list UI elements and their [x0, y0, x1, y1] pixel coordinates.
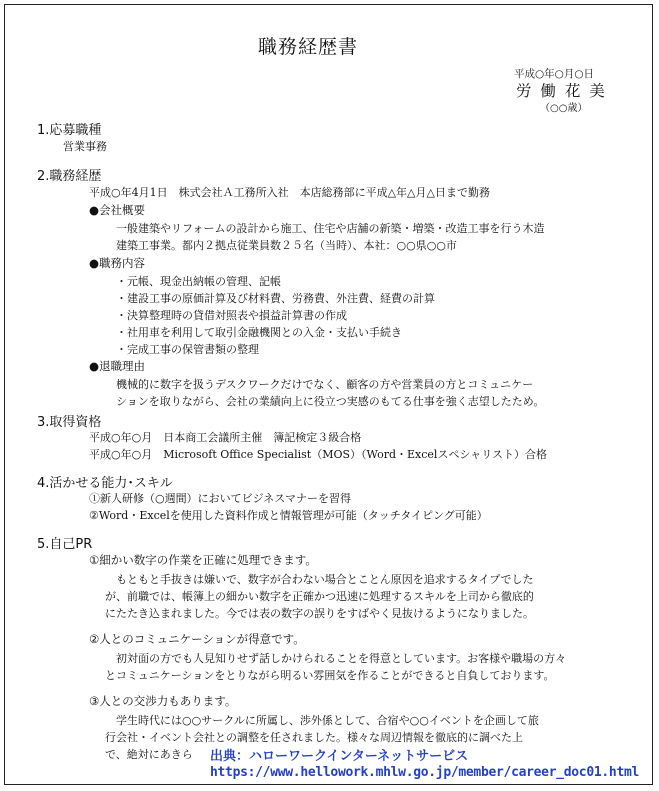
- source-url: https://www.hellowork.mhlw.go.jp/member/career_doc01.html: [210, 765, 640, 780]
- resignation-reason-line: ションを取りながら、会社の業績向上に役立つ実感のもてる仕事を強く志望したため。: [116, 395, 545, 408]
- company-overview-line: 建築工事業。都内２拠点従業員数２５名（当時）、本社：○○県○○市: [116, 239, 457, 252]
- qualification-item: 平成○年○月 Microsoft Office Specialist（MOS）（Word・Excelスペシャリスト）合格: [89, 448, 547, 461]
- applicant-name: 労 働 花 美: [516, 82, 607, 100]
- qualification-item: 平成○年○月 日本商工会議所主催 簿記検定３級合格: [89, 431, 362, 444]
- company-overview-line: 一般建築やリフォームの設計から施工、住宅や店舗の新築・増築・改造工事を行う木造: [116, 222, 545, 235]
- section-heading-qualifications: 3.取得資格: [37, 415, 102, 430]
- job-duty-item: ・社用車を利用して取引金融機関との入金・支払い手続き: [116, 326, 402, 339]
- document-date: 平成○年○月○日: [514, 68, 594, 80]
- desired-job-text: 営業事務: [63, 140, 107, 153]
- resignation-reason-heading: ●退職理由: [89, 359, 146, 373]
- section-heading-skills: 4.活かせる能力･スキル: [37, 476, 173, 491]
- section-heading-desired-job: 1.応募職種: [37, 123, 102, 138]
- self-pr-text-line: にたたき込まれました。今では表の数字の誤りをすばやく見抜けるようになりました。: [105, 607, 534, 620]
- source-credit: 出典：ハローワークインターネットサービス: [210, 745, 468, 764]
- self-pr-text-line: もともと手抜きは嫌いで、数字が合わない場合とことん原因を追求するタイプでした: [116, 573, 534, 586]
- skill-item: ①新人研修（○週間）においてビジネスマナーを習得: [89, 492, 352, 505]
- self-pr-text-line: とコミュニケーションをとりながら明るい雰囲気を作ることができると自負しております。: [105, 669, 555, 682]
- applicant-age: （○○歳）: [540, 103, 588, 114]
- self-pr-point-heading: ②人とのコミュニケーションが得意です。: [89, 632, 305, 646]
- job-duty-item: ・決算整理時の貸借対照表や損益計算書の作成: [116, 309, 347, 322]
- work-history-summary: 平成○年4月1日 株式会社Ａ工務所入社 本店総務部に平成△年△月△日まで勤務: [89, 186, 490, 199]
- job-duty-item: ・元帳、現金出納帳の管理、記帳: [116, 275, 281, 288]
- company-overview-heading: ●会社概要: [89, 203, 146, 217]
- skill-item: ②Word・Excelを使用した資料作成と情報管理が可能（タッチタイピング可能）: [89, 509, 488, 522]
- self-pr-text-line: 学生時代には○○サークルに所属し、渉外係として、合宿や○○イベントを企画して旅: [116, 714, 539, 727]
- job-duty-item: ・完成工事の保管書類の整理: [116, 343, 259, 356]
- job-duties-heading: ●職務内容: [89, 256, 146, 270]
- self-pr-text-line: 行会社・イベント会社との調整を任されました。様々な周辺情報を徹底的に調べた上: [105, 731, 523, 744]
- resignation-reason-line: 機械的に数字を扱うデスクワークだけでなく、顧客の方や営業員の方とコミュニケー: [116, 378, 534, 391]
- section-heading-work-history: 2.職務経歴: [37, 169, 102, 184]
- section-heading-self-pr: 5.自己PR: [37, 537, 93, 552]
- self-pr-text-line: 初対面の方でも人見知りせず話しかけられることを得意としています。お客様や職場の方々: [116, 652, 567, 665]
- self-pr-point-heading: ③人との交渉力もあります。: [89, 694, 237, 708]
- self-pr-text-line: が、前職では、帳簿上の細かい数字を正確かつ迅速に処理するスキルを上司から徹底的: [105, 590, 534, 603]
- job-duty-item: ・建設工事の原価計算及び材料費、労務費、外注費、経費の計算: [116, 292, 435, 305]
- self-pr-text-line: で、絶対にあきら: [105, 748, 193, 761]
- document-title: 職務経歴書: [258, 36, 359, 58]
- self-pr-point-heading: ①細かい数字の作業を正確に処理できます。: [89, 553, 317, 567]
